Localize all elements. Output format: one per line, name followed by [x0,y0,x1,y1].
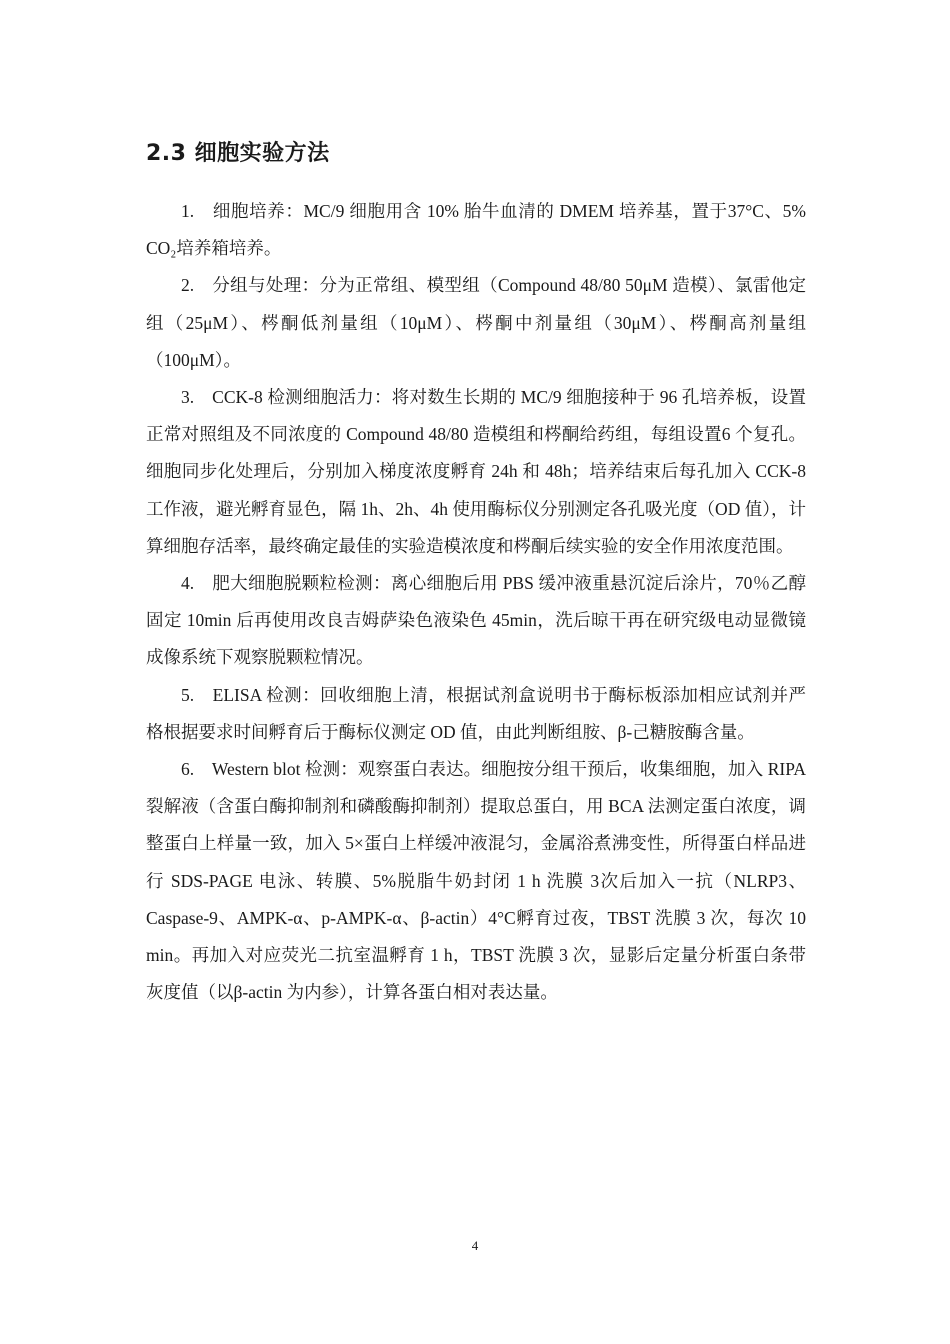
page-number: 4 [471,1238,479,1253]
section-heading: 2.3 细胞实验方法 [146,141,330,166]
paragraph-cell-culture: 1. 细胞培养：MC/9 细胞用含 10% 胎牛血清的 DMEM 培养基，置于37°C、5% CO₂培养箱培养。 [146,201,806,259]
paragraph-grouping: 2. 分组与处理：分为正常组、模型组（Compound 48/80 50μM 造模）、氯雷他定组（25μM）、梣酮低剂量组（10μM）、梣酮中剂量组（30μM）、梣酮高剂量组（100μM）。 [146,275,806,370]
paragraph-degranulation: 4. 肥大细胞脱颗粒检测：离心细胞后用 PBS 缓冲液重悬沉淀后涂片，70％乙醇固定 10min 后再使用改良吉姆萨染色液染色 45min，洗后晾干再在研究级电动显微镜成像系统下观察脱颗粒情况。 [146,573,806,668]
paragraph-cck8: 3. CCK-8 检测细胞活力：将对数生长期的 MC/9 细胞接种于 96 孔培养板，设置正常对照组及不同浓度的 Compound 48/80 造模组和梣酮给药组，每组设置6 个复孔。细胞同步化处理后，分别加入梯度浓度孵育 24h 和 48h；培养结束后每孔加入 CCK-8 工作液，避光孵育显色，隔 1h、2h、4h 使用酶标仪分别测定各孔吸光度（OD 值），计算细胞存活率，最终确定最佳的实验造模浓度和梣酮后续实验的安全作用浓度范围。 [146,387,806,556]
paragraph-western-blot: 6. Western blot 检测：观察蛋白表达。细胞按分组干预后，收集细胞，加入 RIPA 裂解液（含蛋白酶抑制剂和磷酸酶抑制剂）提取总蛋白，用 BCA 法测定蛋白浓度，调整蛋白上样量一致，加入 5×蛋白上样缓冲液混匀，金属浴煮沸变性，所得蛋白样品进行 SDS-PAGE 电泳、转膜、5%脱脂牛奶封闭 1 h 洗膜 3次后加入一抗（NLRP3、Caspase-9、AMPK-α、p-AMPK-α、β-actin）4°C孵育过夜，TBST 洗膜 3 次，每次 10 min。再加入对应荧光二抗室温孵育 1 h，TBST 洗膜 3 次，显影后定量分析蛋白条带灰度值（以β-actin 为内参），计算各蛋白相对表达量。 [146,759,806,1003]
paragraph-elisa: 5. ELISA 检测：回收细胞上清，根据试剂盒说明书于酶标板添加相应试剂并严格根据要求时间孵育后于酶标仪测定 OD 值，由此判断组胺、β-己糖胺酶含量。 [146,684,806,742]
section-body [146,193,806,1011]
